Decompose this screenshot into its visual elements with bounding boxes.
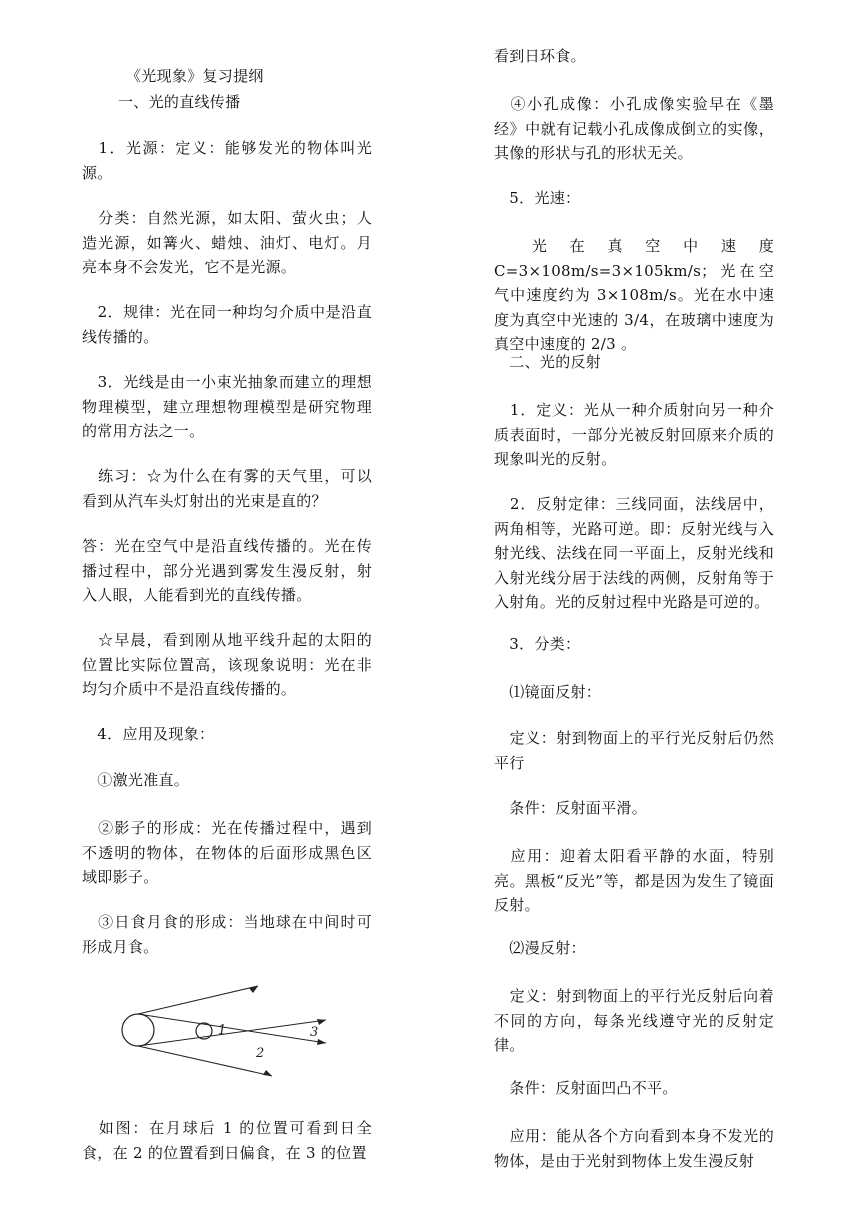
document-title: 《光现象》复习提纲: [126, 67, 264, 85]
ray-line: [138, 986, 258, 1014]
paragraph-types: 3．分类：: [494, 635, 581, 653]
sun-circle: [122, 1014, 154, 1046]
paragraph-diffuse: ⑵漫反射：: [494, 939, 586, 957]
figure-label-3: 3: [310, 1025, 319, 1040]
paragraph-morning-sun: ☆早晨，看到刚从地平线升起的太阳的位置比实际位置高，该现象说明：光在非均匀介质中不是沿直线传播的。: [82, 631, 372, 698]
eclipse-diagram-svg: [112, 980, 352, 1080]
arrow-head: [317, 1019, 326, 1025]
paragraph-classification: 分类：自然光源，如太阳、萤火虫；人造光源，如篝火、蜡烛、油灯、电灯。月亮本身不会发光，它不是光源。: [82, 209, 372, 276]
paragraph-diffuse-application: 应用：能从各个方向看到本身不发光的物体，是由于光射到物体上发生漫反射: [494, 1127, 774, 1170]
paragraph-specular: ⑴镜面反射：: [494, 683, 602, 701]
figure-label-1: 1: [218, 1023, 227, 1038]
arrow-head: [317, 1039, 326, 1045]
paragraph-figure-caption: 如图：在月球后 1 的位置可看到日全食，在 2 的位置看到日偏食，在 3 的位置: [82, 1119, 372, 1162]
ray-line: [138, 1020, 326, 1046]
arrow-head: [249, 986, 258, 993]
paragraph-diffuse-condition: 条件：反射面凹凸不平。: [494, 1079, 678, 1097]
paragraph-rule: 2．规律：光在同一种均匀介质中是沿直线传播的。: [82, 303, 372, 346]
paragraph-speed-heading: 5．光速：: [494, 189, 581, 207]
paragraph-light-ray: 3．光线是由一小束光抽象而建立的理想物理模型，建立理想物理模型是研究物理的常用方法之一。: [82, 373, 372, 440]
paragraph-applications: 4．应用及现象：: [82, 725, 215, 743]
paragraph-specular-application: 应用：迎着太阳看平静的水面，特别亮。黑板“反光”等，都是因为发生了镜面反射。: [494, 847, 774, 914]
eclipse-diagram: [112, 980, 352, 1080]
figure-label-2: 2: [256, 1046, 265, 1061]
paragraph-specular-condition: 条件：反射面平滑。: [494, 799, 648, 817]
paragraph-speed: 光在真空中速度 C=3×108m/s=3×105km/s；光在空气中速度约为 3×108m/s。光在水中速度为真空中光速的 3/4，在玻璃中速度为真空中速度的 2/3 。: [494, 237, 774, 353]
paragraph-answer: 答：光在空气中是沿直线传播的。光在传播过程中，部分光遇到雾发生漫反射，射入人眼，人能看到光的直线传播。: [82, 537, 372, 604]
paragraph-laser: ①激光准直。: [82, 771, 190, 789]
section-heading-reflection: 二、光的反射: [494, 353, 602, 371]
ray-line: [138, 1014, 326, 1043]
paragraph-pinhole: ④小孔成像：小孔成像实验早在《墨经》中就有记载小孔成像成倒立的实像，其像的形状与孔的形状无关。: [494, 95, 774, 162]
ray-line: [138, 1046, 272, 1076]
paragraph-specular-definition: 定义：射到物面上的平行光反射后仍然平行: [494, 729, 774, 772]
arrow-head: [263, 1070, 272, 1076]
paragraph-annular-eclipse: 看到日环食。: [494, 47, 586, 65]
paragraph-shadow: ②影子的形成：光在传播过程中，遇到不透明的物体，在物体的后面形成黑色区域即影子。: [82, 819, 372, 886]
section-heading-straight-propagation: 一、光的直线传播: [118, 93, 241, 111]
paragraph-eclipse: ③日食月食的形成：当地球在中间时可形成月食。: [82, 913, 372, 956]
paragraph-reflection-law: 2．反射定律：三线同面，法线居中，两角相等，光路可逆。即：反射光线与入射光线、法线在同一平面上，反射光线和入射光线分居于法线的两侧，反射角等于入射角。光的反射过程中光路是可逆的。: [494, 495, 774, 611]
paragraph-light-source: 1．光源：定义：能够发光的物体叫光源。: [82, 139, 372, 182]
paragraph-diffuse-definition: 定义：射到物面上的平行光反射后向着不同的方向，每条光线遵守光的反射定律。: [494, 987, 774, 1054]
paragraph-exercise: 练习：☆为什么在有雾的天气里，可以看到从汽车头灯射出的光束是直的？: [82, 467, 372, 510]
paragraph-reflection-definition: 1．定义：光从一种介质射向另一种介质表面时，一部分光被反射回原来介质的现象叫光的反射。: [494, 401, 774, 468]
